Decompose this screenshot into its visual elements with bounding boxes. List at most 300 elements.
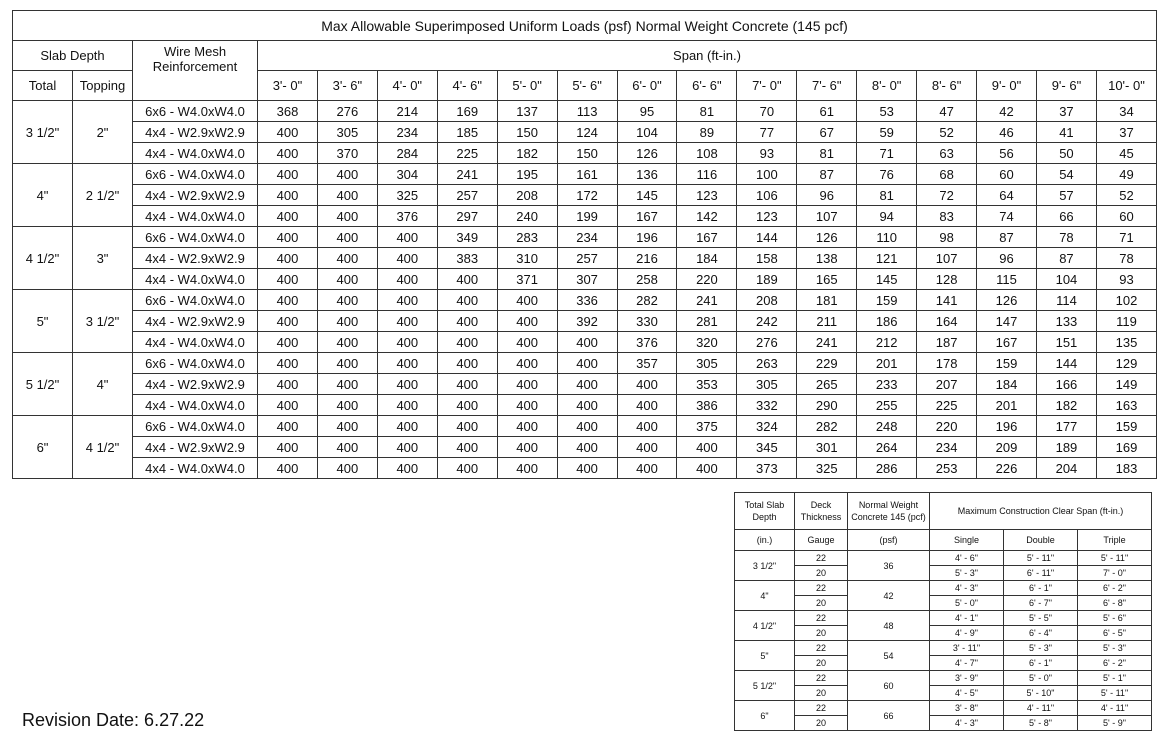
table-row xyxy=(735,671,1152,686)
load-value-cell: 400 xyxy=(437,416,497,437)
concrete-weight-cell: 42 xyxy=(848,581,930,611)
load-value-cell: 61 xyxy=(797,101,857,122)
triple-span-cell: 7' - 0" xyxy=(1078,566,1152,581)
triple-span-cell: 5' - 11" xyxy=(1078,686,1152,701)
load-value-cell: 78 xyxy=(1096,248,1156,269)
mesh-cell: 6x6 - W4.0xW4.0 xyxy=(133,227,258,248)
load-value-cell: 37 xyxy=(1036,101,1096,122)
load-value-cell: 83 xyxy=(917,206,977,227)
load-value-cell: 107 xyxy=(917,248,977,269)
load-value-cell: 136 xyxy=(617,164,677,185)
load-value-cell: 159 xyxy=(1096,416,1156,437)
load-value-cell: 126 xyxy=(977,290,1037,311)
load-value-cell: 400 xyxy=(497,395,557,416)
single-span-cell: 4' - 1" xyxy=(930,611,1004,626)
load-value-cell: 96 xyxy=(977,248,1037,269)
double-span-cell: 6' - 7" xyxy=(1004,596,1078,611)
load-value-cell: 199 xyxy=(557,206,617,227)
revision-date: Revision Date: 6.27.22 xyxy=(22,710,205,730)
load-value-cell: 115 xyxy=(977,269,1037,290)
double-span-cell: 4' - 11" xyxy=(1004,701,1078,716)
load-value-cell: 400 xyxy=(377,437,437,458)
load-value-cell: 400 xyxy=(317,206,377,227)
single-span-cell: 3' - 9" xyxy=(930,671,1004,686)
table-row xyxy=(13,143,1157,164)
load-value-cell: 187 xyxy=(917,332,977,353)
load-value-cell: 56 xyxy=(977,143,1037,164)
load-value-cell: 400 xyxy=(437,332,497,353)
load-value-cell: 71 xyxy=(1096,227,1156,248)
load-value-cell: 400 xyxy=(317,185,377,206)
mesh-header: Wire Mesh Reinforcement xyxy=(133,41,258,101)
load-value-cell: 400 xyxy=(377,290,437,311)
load-value-cell: 196 xyxy=(977,416,1037,437)
load-value-cell: 400 xyxy=(258,185,318,206)
span-header-cell: 8'- 6" xyxy=(917,71,977,101)
load-value-cell: 353 xyxy=(677,374,737,395)
clear-span-table xyxy=(734,492,1152,731)
table-row xyxy=(735,701,1152,716)
load-value-cell: 166 xyxy=(1036,374,1096,395)
load-value-cell: 400 xyxy=(437,437,497,458)
table-row xyxy=(13,185,1157,206)
load-value-cell: 400 xyxy=(377,374,437,395)
load-value-cell: 78 xyxy=(1036,227,1096,248)
table-row xyxy=(735,626,1152,641)
concrete-weight-cell: 60 xyxy=(848,671,930,701)
load-value-cell: 137 xyxy=(497,101,557,122)
load-value-cell: 94 xyxy=(857,206,917,227)
load-value-cell: 283 xyxy=(497,227,557,248)
load-value-cell: 167 xyxy=(977,332,1037,353)
single-span-cell: 4' - 9" xyxy=(930,626,1004,641)
load-value-cell: 345 xyxy=(737,437,797,458)
load-value-cell: 400 xyxy=(258,143,318,164)
slab-depth-cell: 4" xyxy=(735,581,795,611)
table-row xyxy=(13,248,1157,269)
load-value-cell: 371 xyxy=(497,269,557,290)
span-header: Span (ft-in.) xyxy=(258,41,1157,71)
single-span-cell: 3' - 11" xyxy=(930,641,1004,656)
load-value-cell: 400 xyxy=(258,164,318,185)
load-value-cell: 66 xyxy=(1036,206,1096,227)
span-header-cell: 9'- 6" xyxy=(1036,71,1096,101)
span-header-cell: 6'- 6" xyxy=(677,71,737,101)
load-value-cell: 255 xyxy=(857,395,917,416)
load-value-cell: 248 xyxy=(857,416,917,437)
load-value-cell: 325 xyxy=(377,185,437,206)
double-span-cell: 5' - 3" xyxy=(1004,641,1078,656)
load-value-cell: 276 xyxy=(737,332,797,353)
load-value-cell: 400 xyxy=(258,353,318,374)
load-value-cell: 400 xyxy=(617,437,677,458)
single-span-cell: 3' - 8" xyxy=(930,701,1004,716)
load-value-cell: 276 xyxy=(317,101,377,122)
load-value-cell: 167 xyxy=(617,206,677,227)
total-header: Total xyxy=(13,71,73,101)
load-value-cell: 400 xyxy=(557,353,617,374)
mesh-cell: 4x4 - W2.9xW2.9 xyxy=(133,374,258,395)
load-value-cell: 204 xyxy=(1036,458,1096,479)
load-value-cell: 241 xyxy=(797,332,857,353)
load-value-cell: 400 xyxy=(317,374,377,395)
load-value-cell: 151 xyxy=(1036,332,1096,353)
load-value-cell: 400 xyxy=(377,269,437,290)
span-header-cell: 5'- 0" xyxy=(497,71,557,101)
load-value-cell: 400 xyxy=(258,458,318,479)
load-value-cell: 145 xyxy=(857,269,917,290)
load-value-cell: 400 xyxy=(317,353,377,374)
load-value-cell: 400 xyxy=(317,437,377,458)
mesh-cell: 6x6 - W4.0xW4.0 xyxy=(133,353,258,374)
triple-span-cell: 6' - 2" xyxy=(1078,656,1152,671)
load-value-cell: 163 xyxy=(1096,395,1156,416)
double-span-cell: 5' - 8" xyxy=(1004,716,1078,731)
normal-weight-header: Normal Weight Concrete 145 (pcf) xyxy=(848,493,930,530)
concrete-weight-cell: 66 xyxy=(848,701,930,731)
table-row xyxy=(735,641,1152,656)
double-span-cell: 5' - 5" xyxy=(1004,611,1078,626)
load-value-cell: 284 xyxy=(377,143,437,164)
load-value-cell: 214 xyxy=(377,101,437,122)
gauge-unit: Gauge xyxy=(795,530,848,551)
slab-depth-cell: 5" xyxy=(735,641,795,671)
load-value-cell: 400 xyxy=(497,290,557,311)
load-value-cell: 106 xyxy=(737,185,797,206)
mesh-cell: 4x4 - W4.0xW4.0 xyxy=(133,206,258,227)
load-value-cell: 95 xyxy=(617,101,677,122)
load-value-cell: 87 xyxy=(977,227,1037,248)
load-value-cell: 258 xyxy=(617,269,677,290)
load-value-cell: 100 xyxy=(737,164,797,185)
slab-depth-cell: 3 1/2" xyxy=(735,551,795,581)
load-value-cell: 400 xyxy=(317,416,377,437)
load-value-cell: 281 xyxy=(677,311,737,332)
load-value-cell: 375 xyxy=(677,416,737,437)
topping-cell: 3" xyxy=(73,227,133,290)
load-value-cell: 400 xyxy=(258,416,318,437)
load-value-cell: 400 xyxy=(377,416,437,437)
table-row xyxy=(13,437,1157,458)
load-value-cell: 52 xyxy=(917,122,977,143)
load-value-cell: 128 xyxy=(917,269,977,290)
load-value-cell: 186 xyxy=(857,311,917,332)
load-value-cell: 392 xyxy=(557,311,617,332)
max-clear-span-header: Maximum Construction Clear Span (ft-in.) xyxy=(930,493,1152,530)
span-header-cell: 5'- 6" xyxy=(557,71,617,101)
depth-unit: (in.) xyxy=(735,530,795,551)
load-value-cell: 150 xyxy=(497,122,557,143)
load-value-cell: 60 xyxy=(977,164,1037,185)
load-value-cell: 400 xyxy=(617,416,677,437)
slab-depth-header: Slab Depth xyxy=(13,41,133,71)
load-value-cell: 400 xyxy=(258,227,318,248)
mesh-cell: 4x4 - W4.0xW4.0 xyxy=(133,143,258,164)
total-depth-cell: 3 1/2" xyxy=(13,101,73,164)
topping-cell: 4" xyxy=(73,353,133,416)
load-value-cell: 158 xyxy=(737,248,797,269)
triple-header: Triple xyxy=(1078,530,1152,551)
triple-span-cell: 6' - 5" xyxy=(1078,626,1152,641)
span-header-cell: 4'- 0" xyxy=(377,71,437,101)
load-value-cell: 386 xyxy=(677,395,737,416)
load-value-cell: 183 xyxy=(1096,458,1156,479)
triple-span-cell: 5' - 3" xyxy=(1078,641,1152,656)
double-span-cell: 5' - 0" xyxy=(1004,671,1078,686)
load-value-cell: 46 xyxy=(977,122,1037,143)
load-value-cell: 144 xyxy=(737,227,797,248)
table-row xyxy=(13,353,1157,374)
single-span-cell: 4' - 6" xyxy=(930,551,1004,566)
load-value-cell: 400 xyxy=(497,353,557,374)
double-span-cell: 5' - 11" xyxy=(1004,551,1078,566)
span-header-cell: 3'- 6" xyxy=(317,71,377,101)
load-value-cell: 87 xyxy=(797,164,857,185)
load-value-cell: 123 xyxy=(737,206,797,227)
load-value-cell: 37 xyxy=(1096,122,1156,143)
total-depth-cell: 5" xyxy=(13,290,73,353)
load-value-cell: 144 xyxy=(1036,353,1096,374)
load-value-cell: 400 xyxy=(317,248,377,269)
load-value-cell: 257 xyxy=(557,248,617,269)
span-header-cell: 3'- 0" xyxy=(258,71,318,101)
load-value-cell: 305 xyxy=(317,122,377,143)
load-value-cell: 400 xyxy=(258,374,318,395)
gauge-cell: 20 xyxy=(795,686,848,701)
gauge-cell: 22 xyxy=(795,671,848,686)
load-value-cell: 87 xyxy=(1036,248,1096,269)
load-value-cell: 104 xyxy=(617,122,677,143)
load-value-cell: 74 xyxy=(977,206,1037,227)
load-value-cell: 220 xyxy=(677,269,737,290)
total-slab-depth-header: Total Slab Depth xyxy=(735,493,795,530)
load-value-cell: 104 xyxy=(1036,269,1096,290)
load-value-cell: 209 xyxy=(977,437,1037,458)
load-value-cell: 182 xyxy=(497,143,557,164)
load-value-cell: 63 xyxy=(917,143,977,164)
gauge-cell: 22 xyxy=(795,701,848,716)
load-value-cell: 107 xyxy=(797,206,857,227)
load-value-cell: 138 xyxy=(797,248,857,269)
mesh-cell: 4x4 - W2.9xW2.9 xyxy=(133,311,258,332)
concrete-weight-cell: 36 xyxy=(848,551,930,581)
load-value-cell: 400 xyxy=(258,206,318,227)
load-value-cell: 368 xyxy=(258,101,318,122)
table-row xyxy=(735,581,1152,596)
load-value-cell: 297 xyxy=(437,206,497,227)
load-value-cell: 161 xyxy=(557,164,617,185)
slab-depth-cell: 4 1/2" xyxy=(735,611,795,641)
single-span-cell: 4' - 7" xyxy=(930,656,1004,671)
load-value-cell: 64 xyxy=(977,185,1037,206)
total-depth-cell: 4 1/2" xyxy=(13,227,73,290)
load-value-cell: 189 xyxy=(737,269,797,290)
load-value-cell: 98 xyxy=(917,227,977,248)
load-value-cell: 81 xyxy=(797,143,857,164)
load-value-cell: 233 xyxy=(857,374,917,395)
span-header-cell: 4'- 6" xyxy=(437,71,497,101)
load-value-cell: 400 xyxy=(317,290,377,311)
load-value-cell: 52 xyxy=(1096,185,1156,206)
triple-span-cell: 5' - 11" xyxy=(1078,551,1152,566)
load-value-cell: 71 xyxy=(857,143,917,164)
single-span-cell: 5' - 0" xyxy=(930,596,1004,611)
load-value-cell: 195 xyxy=(497,164,557,185)
mesh-cell: 6x6 - W4.0xW4.0 xyxy=(133,416,258,437)
mesh-cell: 4x4 - W2.9xW2.9 xyxy=(133,185,258,206)
table-row xyxy=(13,122,1157,143)
gauge-cell: 22 xyxy=(795,611,848,626)
load-value-cell: 184 xyxy=(677,248,737,269)
load-value-cell: 207 xyxy=(917,374,977,395)
load-value-cell: 304 xyxy=(377,164,437,185)
gauge-cell: 20 xyxy=(795,566,848,581)
mesh-cell: 4x4 - W4.0xW4.0 xyxy=(133,269,258,290)
load-value-cell: 305 xyxy=(737,374,797,395)
load-value-cell: 242 xyxy=(737,311,797,332)
load-value-cell: 400 xyxy=(677,458,737,479)
load-value-cell: 234 xyxy=(917,437,977,458)
span-header-cell: 7'- 6" xyxy=(797,71,857,101)
table-row xyxy=(735,656,1152,671)
load-value-cell: 229 xyxy=(797,353,857,374)
load-value-cell: 189 xyxy=(1036,437,1096,458)
load-value-cell: 310 xyxy=(497,248,557,269)
load-value-cell: 376 xyxy=(377,206,437,227)
load-value-cell: 196 xyxy=(617,227,677,248)
load-value-cell: 121 xyxy=(857,248,917,269)
load-value-cell: 124 xyxy=(557,122,617,143)
load-value-cell: 383 xyxy=(437,248,497,269)
load-value-cell: 241 xyxy=(437,164,497,185)
mesh-cell: 4x4 - W4.0xW4.0 xyxy=(133,458,258,479)
span-header-cell: 6'- 0" xyxy=(617,71,677,101)
load-value-cell: 167 xyxy=(677,227,737,248)
load-value-cell: 400 xyxy=(377,353,437,374)
table-row xyxy=(735,596,1152,611)
load-value-cell: 400 xyxy=(617,395,677,416)
load-value-cell: 336 xyxy=(557,290,617,311)
load-value-cell: 70 xyxy=(737,101,797,122)
topping-cell: 2 1/2" xyxy=(73,164,133,227)
table-row xyxy=(13,164,1157,185)
mesh-cell: 6x6 - W4.0xW4.0 xyxy=(133,101,258,122)
load-value-cell: 400 xyxy=(557,374,617,395)
load-value-cell: 400 xyxy=(317,395,377,416)
load-value-cell: 324 xyxy=(737,416,797,437)
load-value-cell: 400 xyxy=(617,458,677,479)
load-value-cell: 102 xyxy=(1096,290,1156,311)
triple-span-cell: 4' - 11" xyxy=(1078,701,1152,716)
load-value-cell: 126 xyxy=(797,227,857,248)
load-value-cell: 290 xyxy=(797,395,857,416)
slab-depth-cell: 5 1/2" xyxy=(735,671,795,701)
load-value-cell: 81 xyxy=(677,101,737,122)
double-header: Double xyxy=(1004,530,1078,551)
load-value-cell: 184 xyxy=(977,374,1037,395)
load-value-cell: 253 xyxy=(917,458,977,479)
table-row xyxy=(13,332,1157,353)
load-value-cell: 400 xyxy=(377,395,437,416)
load-value-cell: 400 xyxy=(437,311,497,332)
load-table xyxy=(12,10,1157,479)
load-value-cell: 211 xyxy=(797,311,857,332)
load-value-cell: 400 xyxy=(437,458,497,479)
gauge-cell: 22 xyxy=(795,641,848,656)
mesh-cell: 4x4 - W4.0xW4.0 xyxy=(133,332,258,353)
topping-cell: 3 1/2" xyxy=(73,290,133,353)
load-value-cell: 234 xyxy=(557,227,617,248)
load-value-cell: 400 xyxy=(497,416,557,437)
gauge-cell: 22 xyxy=(795,551,848,566)
triple-span-cell: 6' - 2" xyxy=(1078,581,1152,596)
load-value-cell: 123 xyxy=(677,185,737,206)
table-row xyxy=(13,101,1157,122)
table-row xyxy=(13,269,1157,290)
load-value-cell: 96 xyxy=(797,185,857,206)
load-value-cell: 159 xyxy=(857,290,917,311)
load-value-cell: 212 xyxy=(857,332,917,353)
load-value-cell: 400 xyxy=(377,227,437,248)
load-value-cell: 264 xyxy=(857,437,917,458)
load-value-cell: 119 xyxy=(1096,311,1156,332)
load-value-cell: 370 xyxy=(317,143,377,164)
load-table-title: Max Allowable Superimposed Uniform Loads (psf) Normal Weight Concrete (145 pcf) xyxy=(13,11,1157,41)
load-value-cell: 76 xyxy=(857,164,917,185)
load-value-cell: 60 xyxy=(1096,206,1156,227)
load-value-cell: 234 xyxy=(377,122,437,143)
load-value-cell: 400 xyxy=(557,458,617,479)
load-value-cell: 400 xyxy=(258,122,318,143)
load-value-cell: 41 xyxy=(1036,122,1096,143)
load-value-cell: 376 xyxy=(617,332,677,353)
load-value-cell: 145 xyxy=(617,185,677,206)
load-value-cell: 320 xyxy=(677,332,737,353)
load-value-cell: 400 xyxy=(437,290,497,311)
load-value-cell: 357 xyxy=(617,353,677,374)
gauge-cell: 20 xyxy=(795,596,848,611)
load-value-cell: 400 xyxy=(377,332,437,353)
span-header-cell: 10'- 0" xyxy=(1096,71,1156,101)
concrete-weight-cell: 48 xyxy=(848,611,930,641)
load-value-cell: 116 xyxy=(677,164,737,185)
load-value-cell: 301 xyxy=(797,437,857,458)
table-row xyxy=(735,686,1152,701)
load-value-cell: 89 xyxy=(677,122,737,143)
load-value-cell: 226 xyxy=(977,458,1037,479)
load-value-cell: 400 xyxy=(377,311,437,332)
load-value-cell: 169 xyxy=(437,101,497,122)
load-value-cell: 400 xyxy=(377,458,437,479)
load-value-cell: 149 xyxy=(1096,374,1156,395)
load-value-cell: 49 xyxy=(1096,164,1156,185)
span-header-cell: 8'- 0" xyxy=(857,71,917,101)
load-value-cell: 400 xyxy=(317,458,377,479)
load-value-cell: 72 xyxy=(917,185,977,206)
load-value-cell: 93 xyxy=(1096,269,1156,290)
double-span-cell: 6' - 4" xyxy=(1004,626,1078,641)
load-value-cell: 54 xyxy=(1036,164,1096,185)
triple-span-cell: 5' - 1" xyxy=(1078,671,1152,686)
load-value-cell: 220 xyxy=(917,416,977,437)
single-span-cell: 4' - 5" xyxy=(930,686,1004,701)
load-value-cell: 150 xyxy=(557,143,617,164)
load-value-cell: 400 xyxy=(497,437,557,458)
gauge-cell: 20 xyxy=(795,656,848,671)
load-value-cell: 400 xyxy=(437,395,497,416)
span-header-cell: 9'- 0" xyxy=(977,71,1037,101)
double-span-cell: 5' - 10" xyxy=(1004,686,1078,701)
